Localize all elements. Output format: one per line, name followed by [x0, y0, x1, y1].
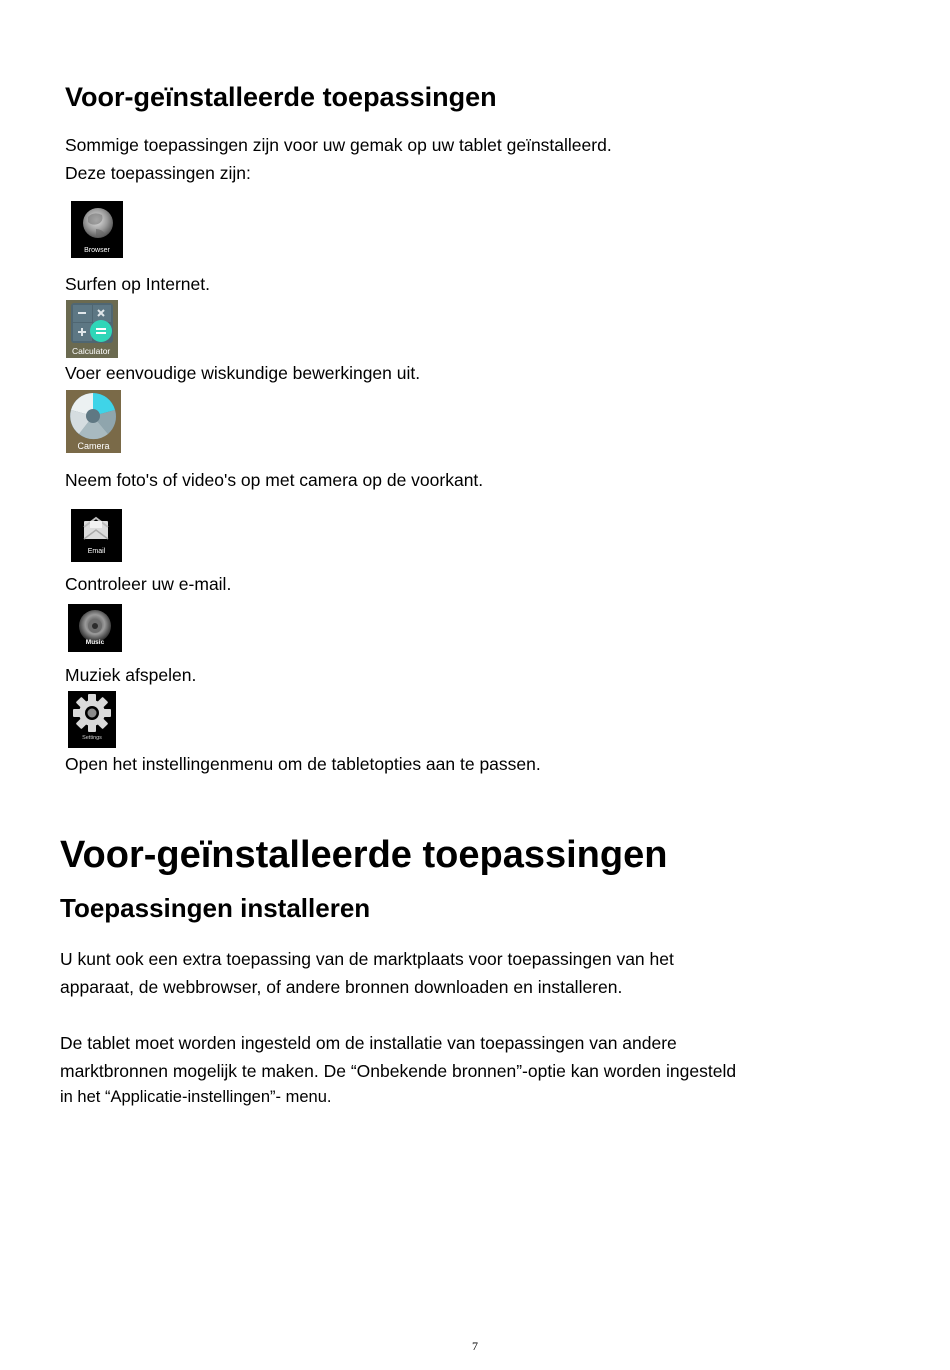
- app-description: Voer eenvoudige wiskundige bewerkingen uit.: [65, 363, 421, 383]
- paragraph-text: apparaat, de webbrowser, of andere bronnen downloaden en installeren.: [60, 977, 623, 997]
- settings-icon: [68, 691, 116, 748]
- calculator-icon-label: Calculator: [72, 346, 111, 356]
- app-description: Controleer uw e-mail.: [65, 574, 232, 594]
- music-icon: [68, 604, 122, 652]
- section-title: Voor-geïnstalleerde toepassingen: [65, 82, 497, 112]
- browser-icon-label: Browser: [84, 247, 110, 254]
- app-description: Neem foto's of video's op met camera op de voorkant.: [65, 470, 484, 490]
- browser-icon: [71, 201, 123, 258]
- section-title: Voor-geïnstalleerde toepassingen: [60, 834, 668, 876]
- app-description: Surfen op Internet.: [65, 274, 210, 294]
- camera-icon: [66, 390, 121, 453]
- paragraph-text: De tablet moet worden ingesteld om de installatie van toepassingen van andere: [60, 1033, 677, 1053]
- paragraph-text: in het “Applicatie-instellingen”- menu.: [60, 1088, 332, 1106]
- intro-text: Sommige toepassingen zijn voor uw gemak op uw tablet geïnstalleerd.: [65, 135, 612, 155]
- email-icon-label: Email: [87, 548, 106, 555]
- camera-icon-label: Camera: [77, 441, 110, 451]
- paragraph-text: U kunt ook een extra toepassing van de marktplaats voor toepassingen van het: [60, 949, 674, 969]
- page-number: 7: [472, 1339, 478, 1353]
- intro-text: Deze toepassingen zijn:: [65, 163, 251, 183]
- settings-icon-label: Settings: [82, 735, 102, 741]
- paragraph-text: marktbronnen mogelijk te maken. De “Onbekende bronnen”-optie kan worden ingesteld: [60, 1061, 737, 1081]
- app-description: Open het instellingenmenu om de tabletopties aan te passen.: [65, 754, 541, 774]
- calculator-icon: [66, 300, 118, 358]
- music-icon-label: Music: [85, 639, 105, 646]
- app-description: Muziek afspelen.: [65, 665, 197, 685]
- section-subtitle: Toepassingen installeren: [60, 893, 371, 923]
- email-icon: [71, 509, 122, 562]
